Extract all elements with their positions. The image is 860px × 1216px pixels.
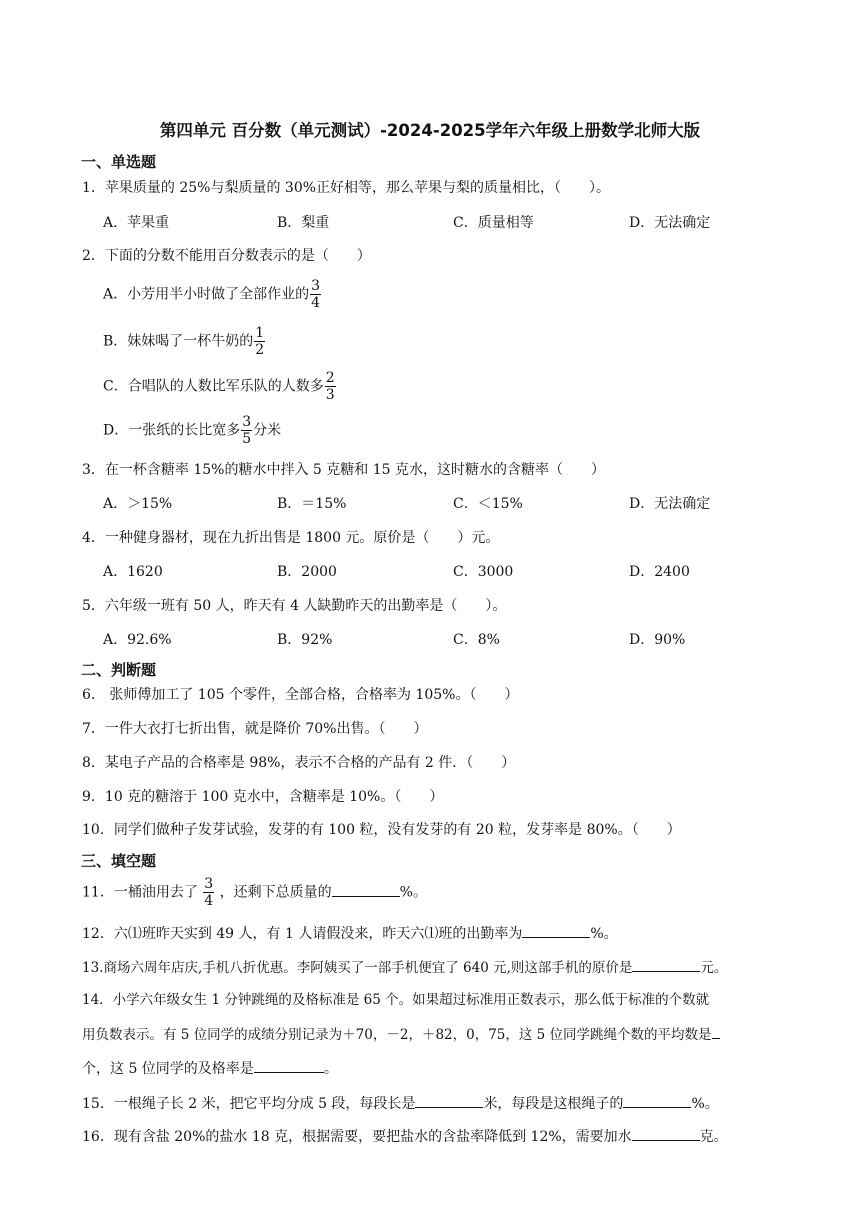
question-15 — [82, 1093, 719, 1114]
question-1-option-b: B．梨重 — [277, 215, 330, 231]
question-5-option-d: D．90% — [629, 632, 686, 648]
option-text: D．一张纸的长比宽多 — [103, 422, 241, 439]
question-text: 11．一桶油用去了 — [82, 884, 203, 901]
question-text: %。 — [590, 926, 618, 942]
question-5-option-a: A．92.6% — [103, 632, 172, 648]
question-14-line-3 — [82, 1058, 338, 1079]
answer-blank[interactable] — [632, 1126, 700, 1141]
question-2-option-d — [103, 414, 281, 447]
question-9: 9．10 克的糖溶于 100 克水中，含糖率是 10%。（ ） — [82, 789, 444, 805]
fraction-denominator: 4 — [204, 893, 214, 909]
question-text: 米，每段是这根绳子的 — [483, 1096, 624, 1112]
question-16 — [82, 1126, 728, 1147]
question-12 — [82, 923, 618, 944]
fraction-numerator: 1 — [255, 325, 265, 341]
fraction-denominator: 4 — [311, 295, 321, 311]
question-text: ，还剩下总质量的 — [215, 884, 332, 901]
question-4-option-a: A．1620 — [103, 564, 163, 580]
question-1-option-a: A．苹果重 — [103, 215, 170, 231]
question-text: 16．现有含盐 20%的盐水 18 克，根据需要，要把盐水的含盐率降低到 12%，需要加水 — [82, 1129, 632, 1145]
section-heading-single-choice: 一、单选题 — [81, 153, 157, 171]
fraction — [241, 414, 252, 447]
question-3-stem: 3．在一杯含糖率 15%的糖水中拌入 5 克糖和 15 克水，这时糖水的含糖率（ ） — [82, 462, 605, 478]
question-8: 8．某电子产品的合格率是 98%，表示不合格的产品有 2 件．（ ） — [82, 755, 516, 771]
question-text: 用负数表示。有 5 位同学的成绩分别记录为＋70，－2，＋82，0，75，这 5 位同学跳绳个数的平均数是 — [82, 1027, 712, 1043]
unit-text: 分米 — [253, 422, 282, 439]
section-heading-fill-blank: 三、填空题 — [81, 852, 157, 870]
fraction-denominator: 2 — [255, 342, 265, 358]
fraction-numerator: 3 — [311, 278, 321, 294]
question-6: 6． 张师傅加工了 105 个零件，全部合格，合格率为 105%。（ ） — [82, 687, 519, 703]
section-heading-true-false: 二、判断题 — [81, 661, 157, 679]
question-2-option-c — [103, 370, 337, 403]
question-11 — [82, 876, 427, 909]
question-text: 15．一根绳子长 2 米，把它平均分成 5 段，每段长是 — [82, 1096, 416, 1112]
fraction-numerator: 3 — [204, 876, 214, 892]
question-5-option-b: B．92% — [277, 632, 333, 648]
question-text: 元。 — [700, 960, 728, 976]
page-title: 第四单元 百分数（单元测试）-2024-2025学年六年级上册数学北师大版 — [159, 121, 701, 140]
fraction — [254, 325, 265, 358]
question-3-option-a: A．＞15% — [103, 496, 173, 512]
answer-blank[interactable] — [522, 923, 590, 938]
answer-blank[interactable] — [254, 1058, 324, 1073]
question-text: 克。 — [699, 1129, 728, 1145]
fraction-denominator: 5 — [242, 431, 252, 447]
question-1-stem: 1．苹果质量的 25%与梨质量的 30%正好相等，那么苹果与梨的质量相比，（ ）。 — [82, 180, 611, 196]
answer-blank[interactable] — [332, 882, 400, 897]
question-2-option-a — [103, 278, 322, 311]
question-text: 个，这 5 位同学的及格率是 — [82, 1061, 254, 1077]
question-4-option-d: D．2400 — [629, 564, 690, 580]
answer-blank[interactable] — [632, 957, 700, 972]
answer-blank[interactable] — [712, 1024, 720, 1039]
question-4-option-b: B．2000 — [277, 564, 337, 580]
fraction — [203, 876, 214, 909]
question-text: 12．六⑴班昨天实到 49 人，有 1 人请假没来，昨天六⑴班的出勤率为 — [82, 926, 523, 942]
fraction-numerator: 3 — [242, 414, 252, 430]
question-1-option-d: D．无法确定 — [629, 215, 711, 231]
fraction — [310, 278, 321, 311]
question-text: %。 — [399, 884, 427, 901]
question-13 — [82, 957, 727, 978]
question-14-line-2 — [82, 1024, 720, 1045]
question-3-option-c: C．＜15% — [453, 496, 523, 512]
question-2-stem: 2．下面的分数不能用百分数表示的是（ ） — [82, 248, 371, 264]
fraction-numerator: 2 — [325, 370, 335, 386]
option-text: B．妹妹喝了一杯牛奶的 — [103, 333, 254, 350]
question-5-stem: 5．六年级一班有 50 人，昨天有 4 人缺勤昨天的出勤率是（ ）。 — [82, 598, 507, 614]
question-3-option-b: B．＝15% — [277, 496, 347, 512]
option-text: C．合唱队的人数比军乐队的人数多 — [103, 378, 324, 395]
question-text: 。 — [323, 1061, 338, 1077]
answer-blank[interactable] — [415, 1093, 483, 1108]
question-1-option-c: C．质量相等 — [453, 215, 534, 231]
fraction-denominator: 3 — [325, 387, 335, 403]
question-10: 10．同学们做种子发芽试验，发芽的有 100 粒，没有发芽的有 20 粒，发芽率是 80%。（ ） — [82, 822, 681, 838]
question-4-stem: 4．一种健身器材，现在九折出售是 1800 元。原价是（ ）元。 — [82, 530, 500, 546]
question-text: %。 — [691, 1096, 719, 1112]
option-text: A．小芳用半小时做了全部作业的 — [103, 286, 310, 303]
fraction — [325, 370, 336, 403]
question-7: 7．一件大衣打七折出售，就是降价 70%出售。（ ） — [82, 721, 428, 737]
question-text: 13.商场六周年店庆,手机八折优惠。李阿姨买了一部手机便宜了 640 元,则这部手机的原价是 — [82, 960, 633, 976]
question-5-option-c: C．8% — [453, 632, 500, 648]
question-14-line-1: 14．小学六年级女生 1 分钟跳绳的及格标准是 65 个。如果超过标准用正数表示，那么低于标准的个数就 — [82, 992, 710, 1008]
question-2-option-b — [103, 325, 266, 358]
question-3-option-d: D．无法确定 — [629, 496, 711, 512]
answer-blank[interactable] — [623, 1093, 691, 1108]
question-4-option-c: C．3000 — [453, 564, 514, 580]
